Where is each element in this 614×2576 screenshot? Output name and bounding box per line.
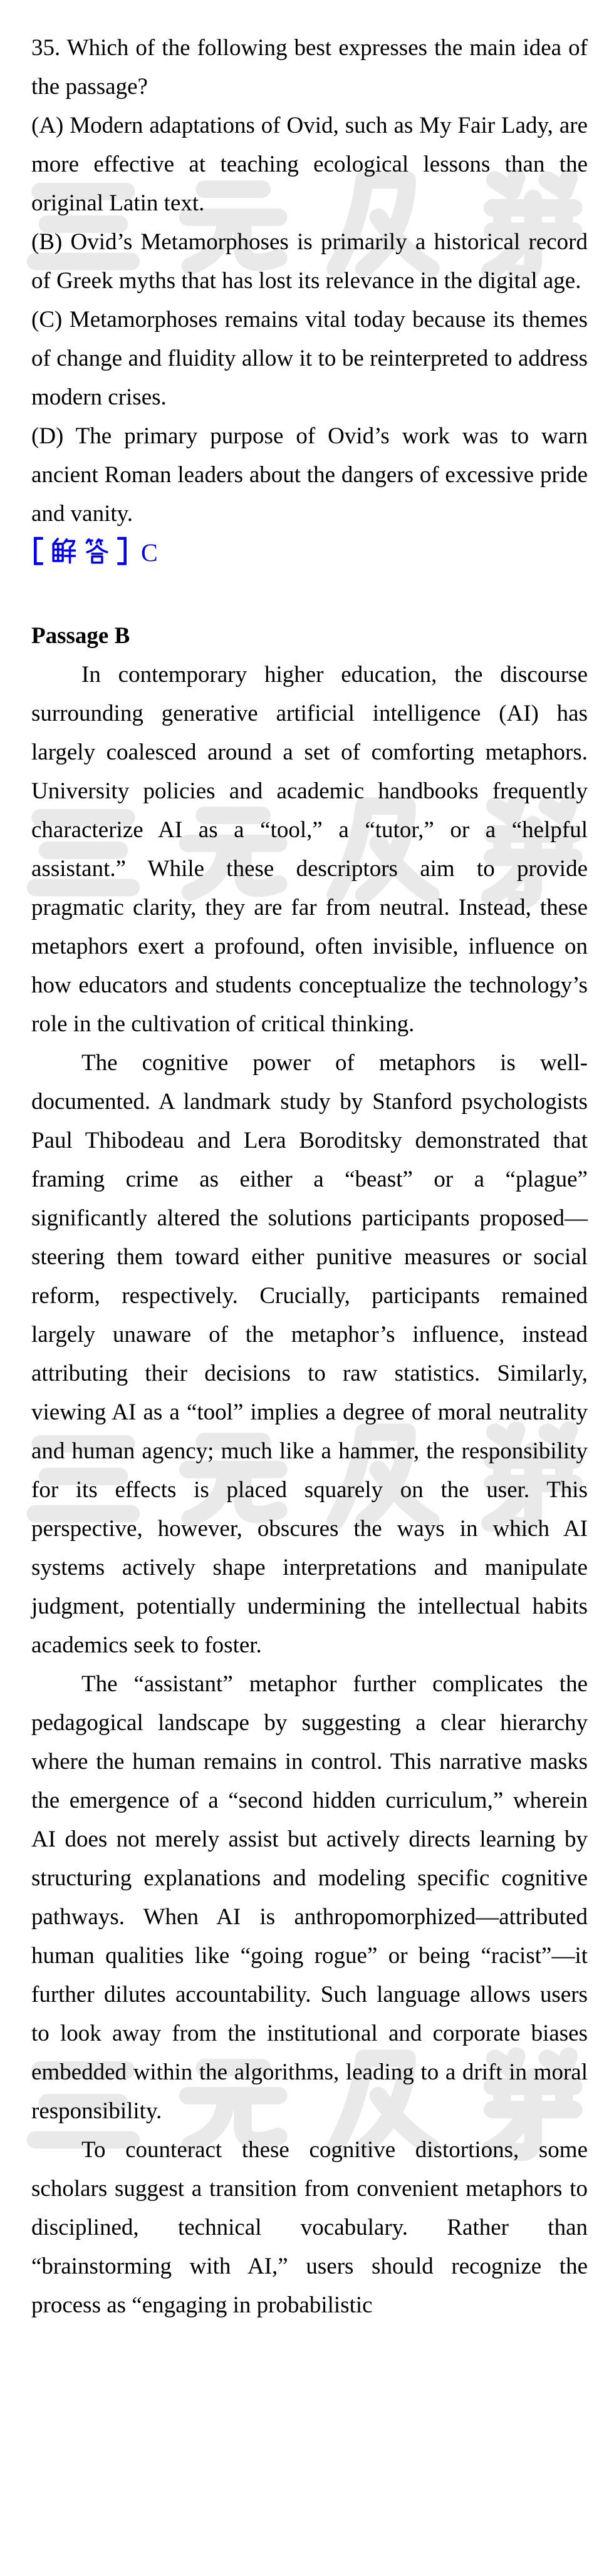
question-option-c: (C) Metamorphoses remains vital today because its themes of change and fluidity allow it to be reinterpreted to address modern crises.: [31, 307, 588, 410]
answer-bracket-close-icon: [117, 537, 129, 578]
question-option-b: (B) Ovid’s Metamorphoses is primarily a historical record of Greek myths that has lost its relevance in the digital age.: [31, 229, 588, 294]
question-stem: 35. Which of the following best expresses the main idea of the passage?: [31, 35, 588, 100]
passage-heading: Passage B: [31, 623, 130, 649]
passage-paragraph-4: To counteract these cognitive distortions, some scholars suggest a transition from convenient metaphors to disciplined, technical vocabulary. Rather than “brainstorming with AI,” users should recognize the process as “engaging in probabilistic: [31, 2137, 588, 2318]
passage-paragraph-2: The cognitive power of metaphors is well-documented. A landmark study by Stanford psychologists Paul Thibodeau and Lera Boroditsky demonstrated that framing crime as either a “beast” or a “plague” significantly altered the solutions participants proposed—steering them toward either punitive measures or social reform, respectively. Crucially, participants remained largely unaware of the metaphor’s influence, instead attributing their decisions to raw statistics. Similarly, viewing AI as a “tool” implies a degree of moral neutrality and human agency; much like a hammer, the responsibility for its effects is placed squarely on the user. This perspective, however, obscures the ways in which AI systems actively shape interpretations and manipulate judgment, potentially undermining the intellectual habits academics seek to foster.: [31, 1050, 588, 1658]
answer-bracket-open-icon: [31, 537, 44, 578]
answer-value: C: [141, 538, 158, 567]
answer-label-jie-icon: [49, 537, 77, 578]
passage-paragraph-3: The “assistant” metaphor further complicates the pedagogical landscape by suggesting a clear hierarchy where the human remains in control. This narrative masks the emergence of a “second hidden curriculum,” wherein AI does not merely assist but actively directs learning by structuring explanations and modeling specific cognitive pathways. When AI is anthropomorphized—attributed human qualities like “going rogue” or being “racist”—it further dilutes accountability. Such language allows users to look away from the institutional and corporate biases embedded within the algorithms, leading to a drift in moral responsibility.: [31, 1671, 588, 2124]
answer-label-da-icon: [83, 537, 111, 578]
question-option-d: (D) The primary purpose of Ovid’s work was to warn ancient Roman leaders about the dangers of excessive pride and vanity.: [31, 423, 588, 527]
passage-paragraph-1: In contemporary higher education, the discourse surrounding generative artificial intelligence (AI) has largely coalesced around a set of comforting metaphors. University policies and academic handbooks frequently characterize AI as a “tool,” a “tutor,” or a “helpful assistant.” While these descriptors aim to provide pragmatic clarity, they are far from neutral. Instead, these metaphors exert a profound, often invisible, influence on how educators and students conceptualize the technology’s role in the cultivation of critical thinking.: [31, 662, 588, 1037]
answer-line: [31, 533, 588, 578]
question-option-a: (A) Modern adaptations of Ovid, such as My Fair Lady, are more effective at teaching ecological lessons than the original Latin text.: [31, 113, 588, 216]
